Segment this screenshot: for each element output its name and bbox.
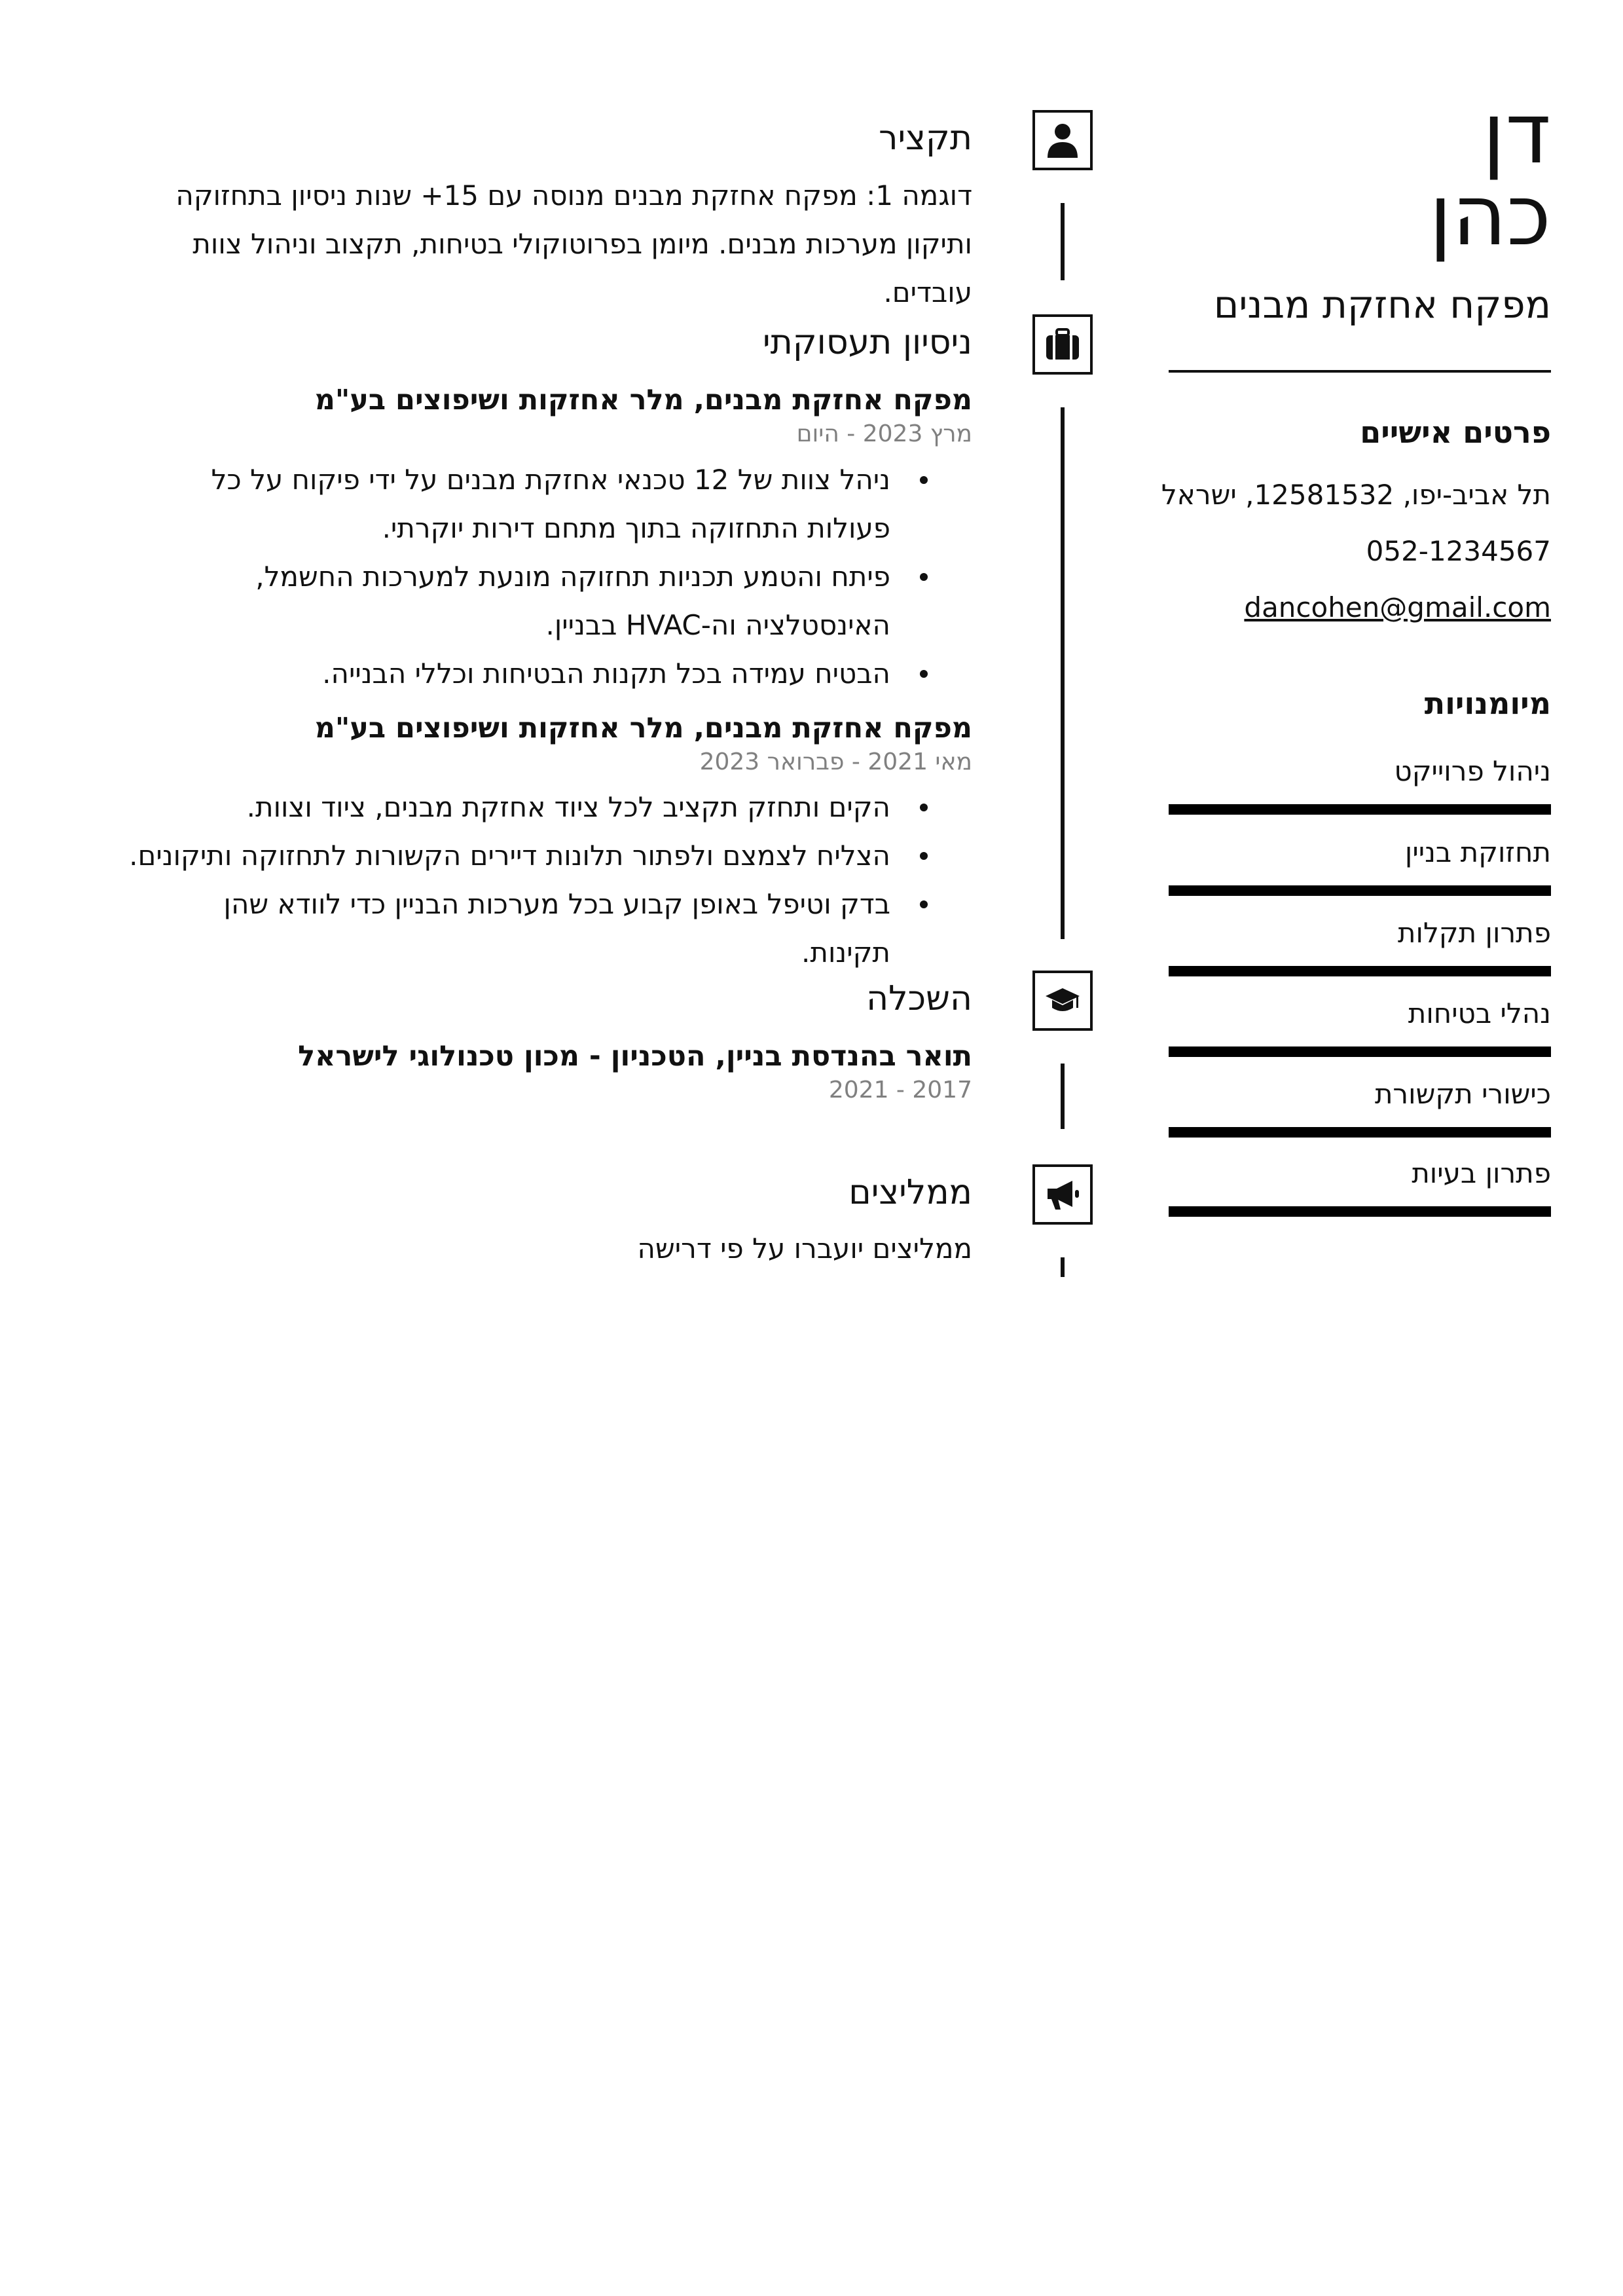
- job-title: מפקח אחזקת מבנים, מלר אחזקות ושיפוצים בע"מ: [314, 384, 972, 417]
- skill-bar: [1169, 1046, 1551, 1057]
- timeline-segment: [1061, 1257, 1065, 1277]
- list-item: הבטיח עמידה בכל תקנות הבטיחות וכללי הבנייה.: [128, 650, 972, 698]
- last-name: כהן: [1429, 167, 1551, 265]
- list-item: פיתח והטמע תכניות תחזוקה מונעת למערכות החשמל, האינסטלציה וה-HVAC בבניין.: [128, 553, 972, 650]
- skill-bar: [1169, 804, 1551, 815]
- personal-details-heading: פרטים אישיים: [1360, 415, 1551, 450]
- skill-label: ניהול פרוייקט: [1394, 755, 1551, 787]
- header-divider: [1169, 370, 1551, 373]
- experience-title: ניסיון תעסוקתי: [762, 323, 972, 362]
- list-item: בדק וטיפל באופן קבוע בכל מערכות הבניין כדי לוודא שהן תקינות.: [128, 880, 972, 977]
- briefcase-icon: [1045, 328, 1080, 361]
- timeline-segment: [1061, 1064, 1065, 1129]
- skills-heading: מיומנויות: [1424, 686, 1551, 721]
- education-dates: 2017 - 2021: [828, 1077, 972, 1103]
- person-icon: [1046, 122, 1079, 158]
- skill-bar: [1169, 966, 1551, 976]
- megaphone-icon: [1045, 1178, 1080, 1211]
- summary-icon-box: [1032, 110, 1093, 170]
- first-name: דן: [1482, 85, 1551, 183]
- references-icon-box: [1032, 1164, 1093, 1225]
- summary-title: תקציר: [879, 119, 972, 158]
- timeline-segment: [1061, 407, 1065, 939]
- skill-bar: [1169, 1206, 1551, 1217]
- phone: 052-1234567: [1366, 535, 1551, 567]
- job-bullets: [128, 456, 972, 698]
- job-title: מפקח אחזקת מבנים, מלר אחזקות ושיפוצים בע"מ: [314, 712, 972, 745]
- job-dates: מאי 2021 - פברואר 2023: [699, 749, 972, 775]
- education-title: השכלה: [866, 979, 972, 1018]
- list-item: הקים ותחזק תקציב לכל ציוד אחזקת מבנים, ציוד וצוות.: [128, 783, 972, 832]
- summary-text: דוגמה 1: מפקח אחזקת מבנים מנוסה עם 15+ שנות ניסיון בתחזוקה ותיקון מערכות מבנים. מיומן בפרוטוקולי בטיחות, תקצוב וניהול צוות עובדים.: [175, 179, 972, 308]
- degree: תואר בהנדסת בניין, הטכניון - מכון טכנולוגי לישראל: [298, 1040, 972, 1073]
- skill-label: פתרון בעיות: [1412, 1157, 1551, 1189]
- references-title: ממליצים: [848, 1173, 972, 1212]
- education-icon-box: [1032, 971, 1093, 1031]
- job-dates: מרץ 2023 - היום: [796, 420, 972, 447]
- references-text: ממליצים יועברו על פי דרישה: [637, 1232, 972, 1265]
- list-item: ניהל צוות של 12 טכנאי אחזקת מבנים על ידי פיקוח על כל פעולות התחזוקה בתוך מתחם דירות יוקרתי.: [128, 456, 972, 553]
- graduation-cap-icon: [1044, 987, 1081, 1014]
- skill-bar: [1169, 1127, 1551, 1138]
- skill-label: כישורי תקשורת: [1374, 1078, 1551, 1110]
- skill-label: תחזוקת בניין: [1404, 836, 1551, 868]
- job-bullets: [128, 783, 972, 977]
- job-title: מפקח אחזקת מבנים: [1213, 282, 1551, 327]
- experience-icon-box: [1032, 314, 1093, 375]
- list-item: הצליח לצמצם ולפתור תלונות דיירים הקשורות לתחזוקה ותיקונים.: [128, 832, 972, 880]
- skill-label: נהלי בטיחות: [1408, 997, 1551, 1029]
- timeline-segment: [1061, 203, 1065, 280]
- email-link[interactable]: dancohen@gmail.com: [1244, 591, 1551, 623]
- skill-label: פתרון תקלות: [1397, 917, 1551, 949]
- address: תל אביב-יפו, 12581532, ישראל: [1161, 479, 1551, 511]
- skill-bar: [1169, 885, 1551, 896]
